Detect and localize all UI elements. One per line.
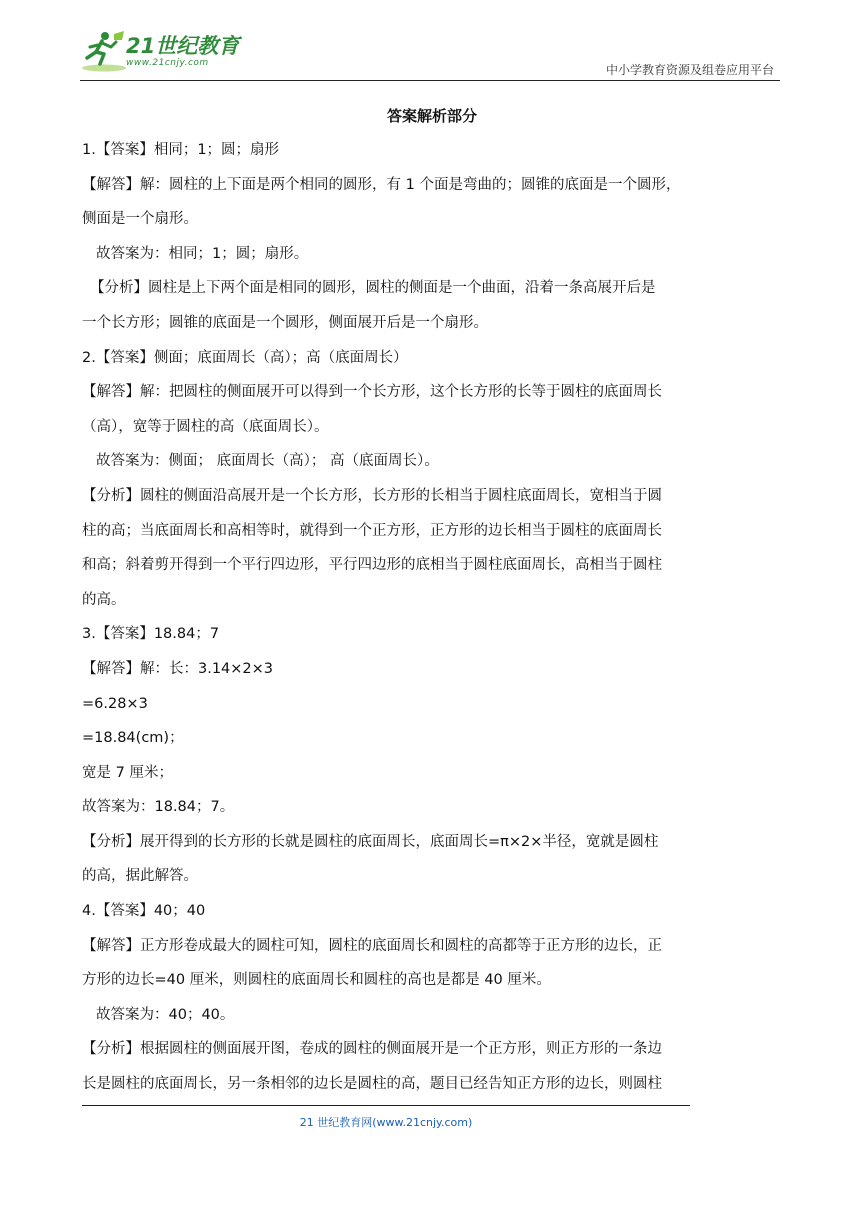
logo-url: www.21cnjy.com <box>126 58 209 68</box>
q2-analysis-cont-3: 的高。 <box>82 591 126 608</box>
q3-width: 宽是 7 厘米； <box>82 764 173 781</box>
q1-solution-cont: 侧面是一个扇形。 <box>82 211 198 228</box>
q3-step-1: =6.28×3 <box>82 695 148 712</box>
q3-step-2: =18.84(cm)； <box>82 730 184 747</box>
q2-analysis-cont-2: 和高；斜着剪开得到一个平行四边形，平行四边形的底相当于圆柱底面周长，高相当于圆柱 <box>82 557 662 574</box>
q2-analysis: 【分析】圆柱的侧面沿高展开是一个长方形，长方形的长相当于圆柱底面周长，宽相当于圆 <box>82 487 662 504</box>
document-body <box>82 99 782 1102</box>
q4-analysis-cont: 长是圆柱的底面周长，另一条相邻的边长是圆柱的高，题目已经告知正方形的边长，则圆柱 <box>82 1076 662 1093</box>
q3-analysis-cont: 的高，据此解答。 <box>82 868 198 885</box>
page-header <box>0 0 860 90</box>
document-title: 答案解析部分 <box>386 107 477 125</box>
platform-slogan: 中小学教育资源及组卷应用平台 <box>605 63 774 77</box>
footer-divider <box>82 1105 690 1106</box>
q3-answer: 3.【答案】18.84；7 <box>82 626 220 643</box>
q4-solution-cont: 方形的边长=40 厘米，则圆柱的底面周长和圆柱的高也是都是 40 厘米。 <box>82 972 551 989</box>
q1-answer: 1.【答案】相同；1；圆；扇形 <box>82 142 280 158</box>
runner-icon <box>78 28 128 74</box>
q3-conclusion: 故答案为：18.84；7。 <box>82 799 235 816</box>
q3-analysis: 【分析】展开得到的长方形的长就是圆柱的底面周长，底面周长=π×2×半径，宽就是圆柱 <box>82 833 659 850</box>
q4-answer: 4.【答案】40；40 <box>82 903 206 920</box>
q4-solution: 【解答】正方形卷成最大的圆柱可知，圆柱的底面周长和圆柱的高都等于正方形的边长，正 <box>82 937 662 954</box>
q2-answer: 2.【答案】侧面；底面周长（高）；高（底面周长） <box>82 349 408 366</box>
header-divider <box>80 80 780 81</box>
q4-analysis: 【分析】根据圆柱的侧面展开图，卷成的圆柱的侧面展开是一个正方形，则正方形的一条边 <box>82 1041 662 1058</box>
q2-conclusion: 故答案为：侧面； 底面周长（高）； 高（底面周长）。 <box>96 453 439 470</box>
q2-solution-cont: （高），宽等于圆柱的高（底面周长）。 <box>82 418 329 435</box>
logo-text: 21世纪教育 <box>126 34 240 58</box>
site-logo[interactable] <box>78 28 258 78</box>
q4-conclusion: 故答案为：40；40。 <box>96 1006 235 1023</box>
footer-link[interactable]: 21 世纪教育网(www.21cnjy.com) <box>299 1116 473 1129</box>
q2-analysis-cont-1: 柱的高；当底面周长和高相等时，就得到一个正方形，正方形的边长相当于圆柱的底面周长 <box>82 522 662 539</box>
q1-analysis: 【分析】圆柱是上下两个面是相同的圆形，圆柱的侧面是一个曲面，沿着一条高展开后是 <box>90 280 656 297</box>
q1-analysis-cont: 一个长方形；圆锥的底面是一个圆形，侧面展开后是一个扇形。 <box>82 314 488 331</box>
q1-conclusion: 故答案为：相同；1；圆；扇形。 <box>96 245 309 262</box>
q1-solution: 【解答】解：圆柱的上下面是两个相同的圆形，有 1 个面是弯曲的；圆锥的底面是一个圆形， <box>82 176 681 193</box>
q3-solution: 【解答】解：长：3.14×2×3 <box>82 660 274 677</box>
q2-solution: 【解答】解：把圆柱的侧面展开可以得到一个长方形，这个长方形的长等于圆柱的底面周长 <box>82 384 662 401</box>
